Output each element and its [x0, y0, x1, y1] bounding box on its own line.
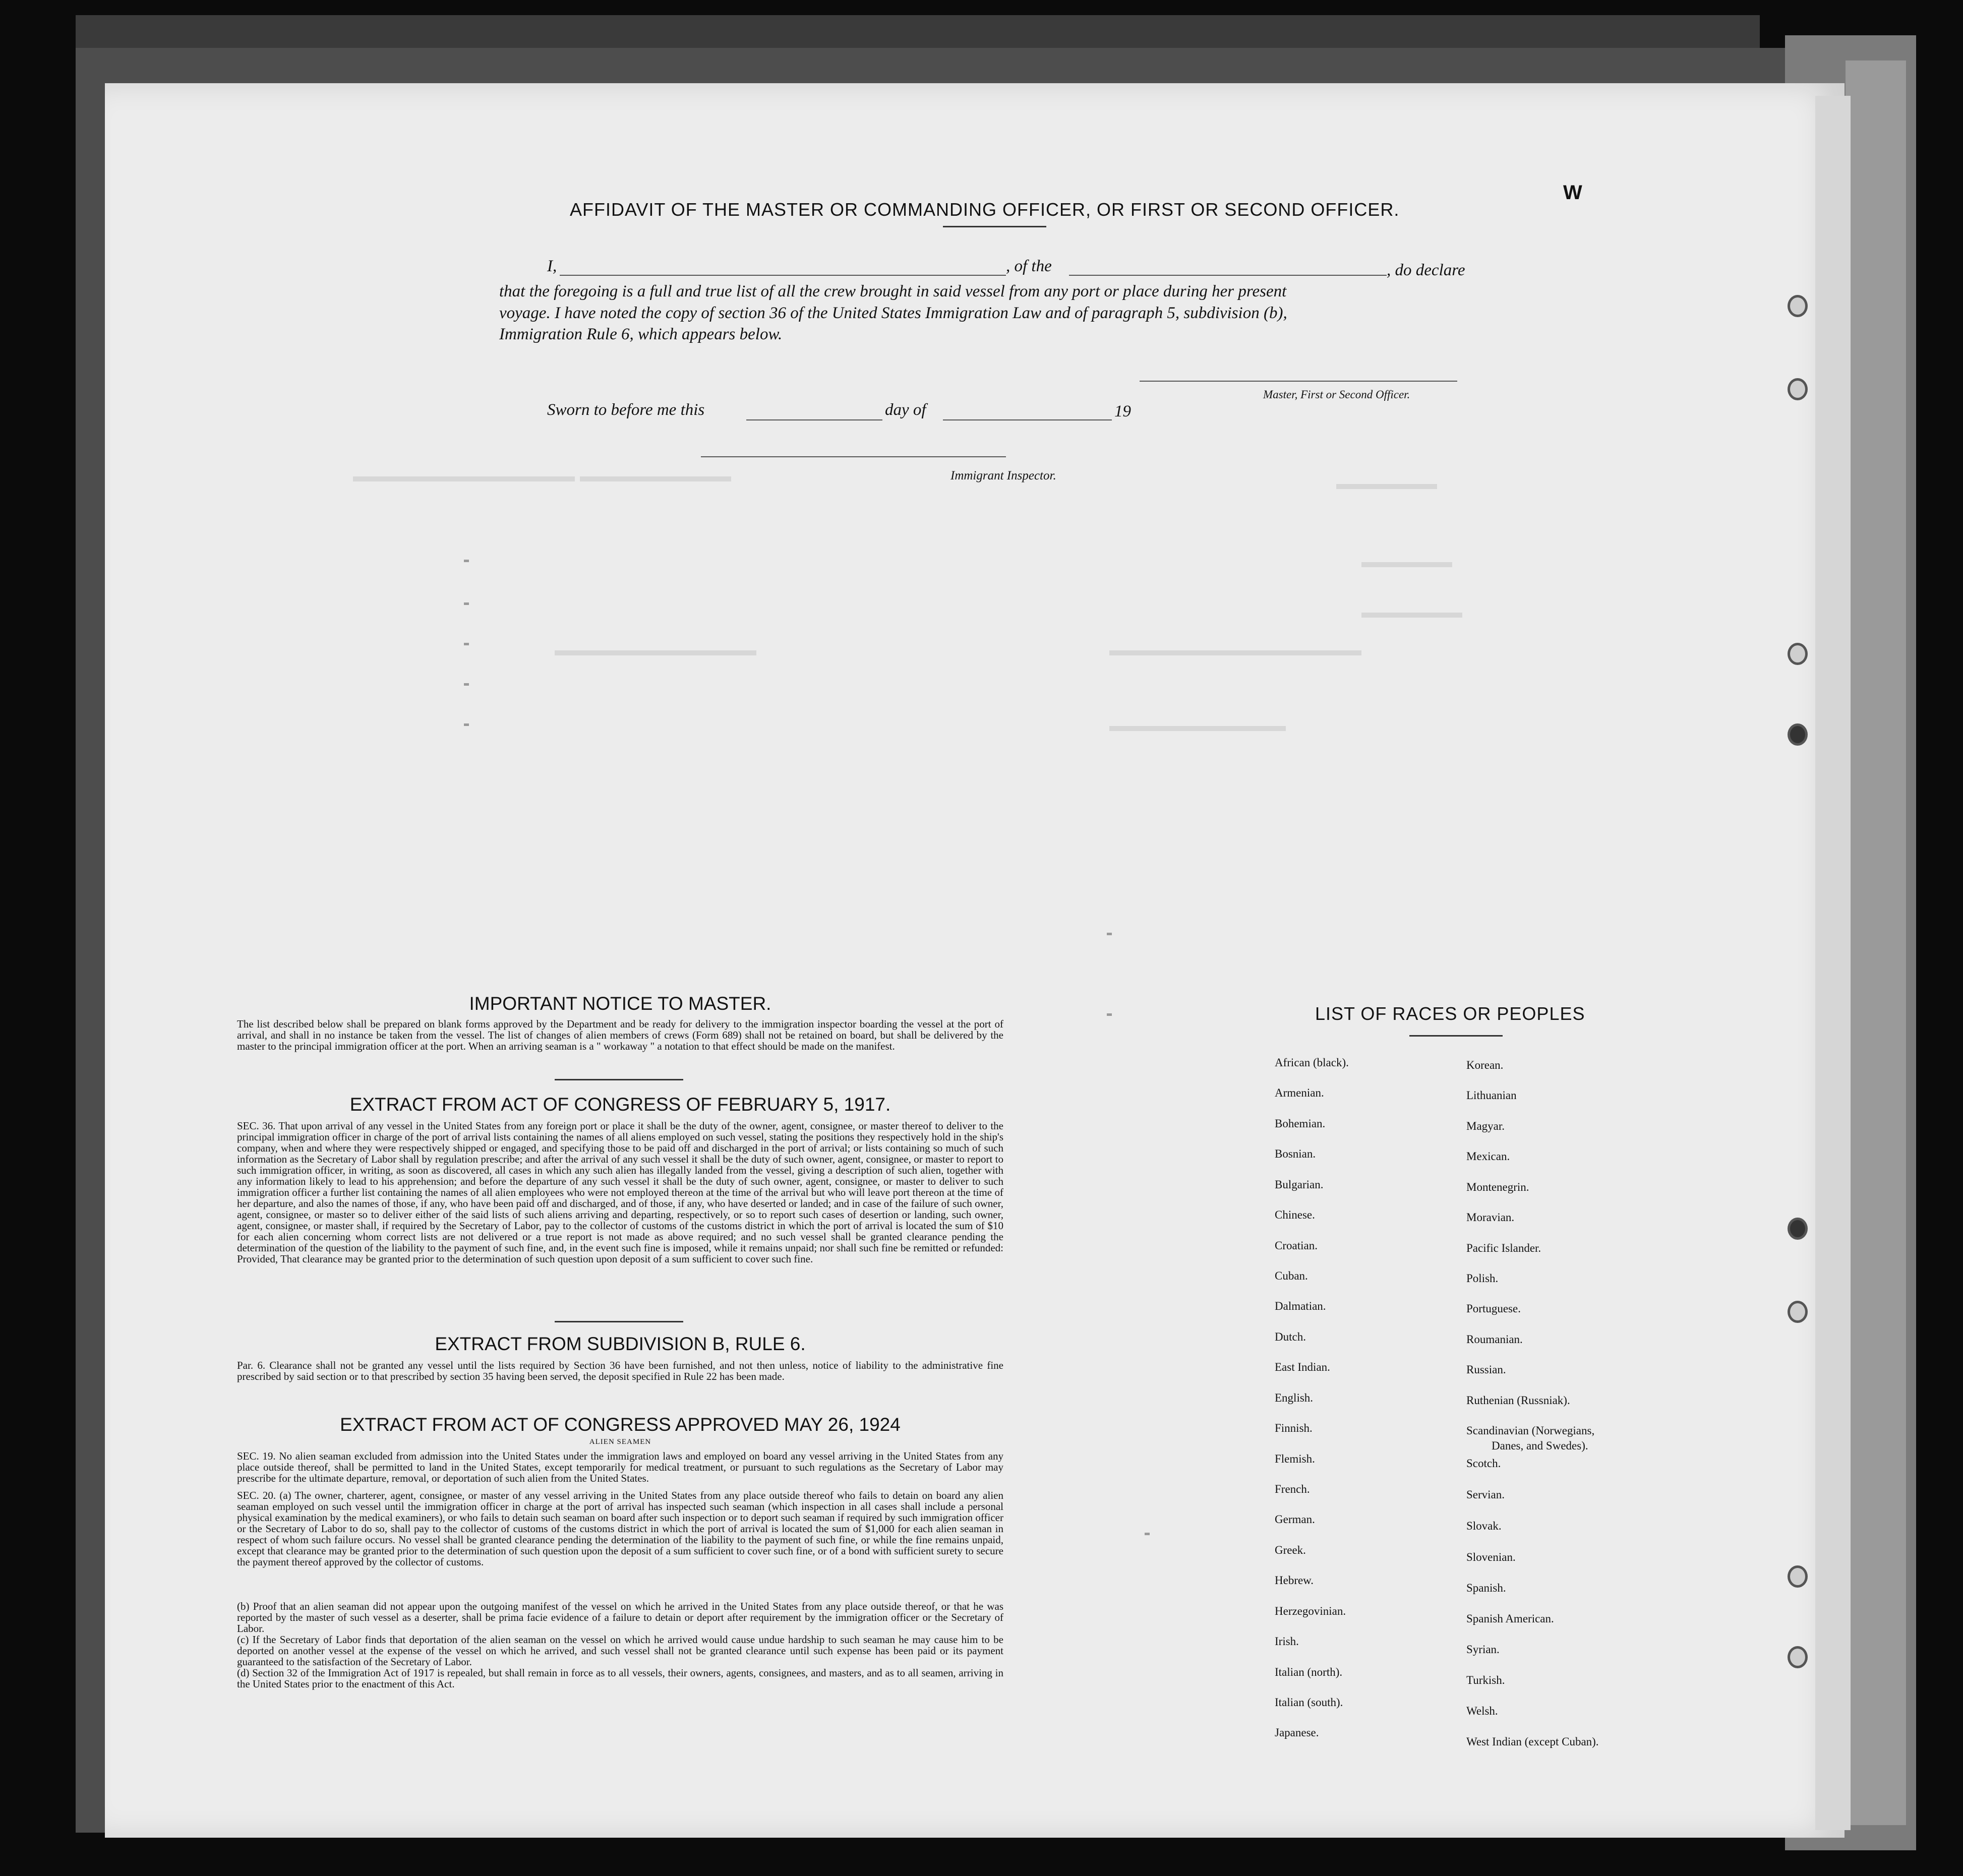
race-item: Italian (north). — [1275, 1666, 1343, 1678]
race-item: German. — [1275, 1513, 1315, 1526]
race-item: Hebrew. — [1275, 1574, 1314, 1587]
race-item: Montenegrin. — [1466, 1181, 1529, 1193]
race-item: Ruthenian (Russniak). — [1466, 1394, 1570, 1407]
race-item: Dalmatian. — [1275, 1300, 1326, 1312]
section-divider — [555, 1321, 683, 1322]
page-right-edge — [1815, 96, 1851, 1830]
inspector-label: Immigrant Inspector. — [950, 469, 1056, 482]
bleed-through-mark — [1145, 1533, 1150, 1535]
affidavit-title: AFFIDAVIT OF THE MASTER OR COMMANDING OFFICER, OR FIRST OR SECOND OFFICER. — [570, 199, 1400, 220]
of-the-label: , of the — [1006, 257, 1052, 275]
race-item: Polish. — [1466, 1272, 1499, 1285]
extract-1924-title: EXTRACT FROM ACT OF CONGRESS APPROVED MAY 26, 1924 — [340, 1414, 901, 1435]
race-item: Servian. — [1466, 1488, 1505, 1501]
declarant-name-field[interactable] — [560, 275, 1006, 276]
affidavit-line-4: Immigration Rule 6, which appears below. — [499, 325, 783, 343]
extract-1924-sec20c: (c) If the Secretary of Labor finds that deportation of the alien seaman on the vessel on which he arrived would cause undue hardship to such seaman he may cause him to be deported on another vessel at the expense of the vessel on which he arrived, and such vessel shall not be granted clearance until such expense has been paid or its payment guaranteed to the satisfaction of the Secretary of Labor. — [237, 1633, 1003, 1668]
race-item: East Indian. — [1275, 1361, 1330, 1373]
sworn-month-field[interactable] — [943, 419, 1112, 420]
bleed-through-mark — [1107, 933, 1112, 935]
bleed-through-mark — [555, 650, 756, 655]
race-item: Roumanian. — [1466, 1333, 1523, 1346]
year-prefix: 19 — [1114, 402, 1131, 420]
races-divider — [1409, 1035, 1503, 1037]
race-item: Welsh. — [1466, 1705, 1498, 1717]
bleed-through-mark — [1361, 613, 1462, 618]
extract-1924-sec19: SEC. 19. No alien seaman excluded from admission into the United States under the immigration laws and employed on board any vessel arriving in the United States from any place outside thereof, shall be permitted to land in the United States, except temporarily for medical treatment, or pursuant to such regulations as the Secretary of Labor may prescribe for the ultimate departure, removal, or deportation of such alien from the United States. — [237, 1450, 1003, 1484]
race-item: Korean. — [1466, 1059, 1504, 1071]
bleed-through-mark — [1107, 1013, 1112, 1016]
race-item: Scandinavian (Norwegians, — [1466, 1424, 1595, 1437]
race-item: Finnish. — [1275, 1422, 1313, 1434]
bleed-through-mark — [580, 476, 731, 481]
title-divider — [943, 226, 1046, 227]
underlying-sheet-edge-light — [1846, 60, 1906, 1825]
bleed-through-mark — [464, 683, 469, 686]
bleed-through-mark — [1109, 726, 1286, 731]
bleed-through-mark — [1336, 484, 1437, 489]
race-item: African (black). — [1275, 1056, 1349, 1069]
bleed-through-mark — [1361, 562, 1452, 567]
race-item: Irish. — [1275, 1635, 1299, 1648]
binder-hole — [1788, 643, 1808, 665]
race-item: Scotch. — [1466, 1457, 1501, 1470]
race-item: English. — [1275, 1391, 1314, 1404]
binder-hole — [1788, 378, 1808, 400]
race-item: Armenian. — [1275, 1086, 1324, 1099]
bleed-through-mark — [353, 476, 575, 481]
extract-1924-sec20b: (b) Proof that an alien seaman did not appear upon the outgoing manifest of the vessel on which he arrived in the United States from any place outside thereof, or that he was reported by the master of such vessel as a deserter, shall be prima facie evidence of a failure to detain or deport after requirement by the immigration officer or the Secretary of Labor. — [237, 1600, 1003, 1635]
race-item: Moravian. — [1466, 1211, 1515, 1224]
declarant-label: I, — [547, 257, 557, 275]
race-item: Syrian. — [1466, 1643, 1500, 1656]
binder-hole — [1788, 723, 1808, 746]
extract-rule6-body: Par. 6. Clearance shall not be granted any vessel until the lists required by Section 36 have been furnished, and not then unless, notice of liability to the administrative fine prescribed by said section or to that prescribed by section 35 having been served, the deposit specified in Rule 22 has been made. — [237, 1359, 1003, 1382]
extract-1917-body: SEC. 36. That upon arrival of any vessel in the United States from any foreign port or place it shall be the duty of the owner, agent, consignee, or master thereof to deliver to the principal immigration officer in charge of the port of arrival lists containing the names of all aliens employed on such vessel, stating the positions they respectively hold in the ship's company, when and where they were respectively shipped or engaged, and specifying those to be paid off and discharged in the port of arrival; or lists containing so much of such information as the Secretary of Labor shall by regulation prescribe; and after the arrival of any such vessel it shall be the duty of such owner, agent, consignee, or master to report to such immigration officer, in writing, as soon as discovered, all cases in which any such alien has illegally landed from the vessel, giving a description of such alien, together with any information likely to lead to his apprehension; and before the departure of any such vessel it shall be the duty of such owner, agent, consignee, or master to deliver to such immigration officer a further list containing the names of all alien employees who were not employed thereon at the time of the arrival but who will leave port thereon at the time of her departure, and also the names of those, if any, who have been paid off and discharged, and of those, if any, who have deserted or landed; and in case of the failure of such owner, agent, consignee, or master so to deliver either of the said lists of such aliens arriving and departing, respectively, or so to report such cases of desertion or landing, such owner, agent, consignee, or master shall, if required by the Secretary of Labor, pay to the collector of customs of the customs district in which the port of arrival is located the sum of $10 for each alien concerning whom correct lists are not delivered or a true report is not made as above required; and no such vessel shall be granted clearance pending the determination of the question of the liability to the payment of such fine, and, in the event such fine is imposed, while it remains unpaid; nor shall such fine be remitted or refunded: Provided, That clearance may be granted prior to the determination of such question upon deposit of a sum sufficient to cover such fine. — [237, 1120, 1003, 1265]
inspector-signature-field[interactable] — [701, 456, 1006, 457]
vessel-name-field[interactable] — [1069, 275, 1387, 276]
extract-1917-title: EXTRACT FROM ACT OF CONGRESS OF FEBRUARY 5, 1917. — [349, 1094, 891, 1115]
notice-title: IMPORTANT NOTICE TO MASTER. — [469, 993, 771, 1014]
race-item: Japanese. — [1275, 1726, 1319, 1739]
race-item: Chinese. — [1275, 1208, 1315, 1221]
race-item: Dutch. — [1275, 1330, 1306, 1343]
race-item: Slovak. — [1466, 1520, 1502, 1532]
race-item: Greek. — [1275, 1544, 1306, 1556]
bleed-through-mark — [464, 602, 469, 605]
race-item: Cuban. — [1275, 1269, 1308, 1282]
extract-rule6-title: EXTRACT FROM SUBDIVISION B, RULE 6. — [435, 1334, 806, 1354]
extract-1924-sec20d: (d) Section 32 of the Immigration Act of 1917 is repealed, but shall remain in force as to all vessels, their owners, agents, consignees, and masters, and as to all seamen, arriving in the United States prior to the enactment of this Act. — [237, 1667, 1003, 1690]
binder-hole — [1788, 1301, 1808, 1323]
races-title: LIST OF RACES OR PEOPLES — [1315, 1003, 1585, 1024]
race-item: Spanish. — [1466, 1582, 1506, 1594]
affidavit-line-3: voyage. I have noted the copy of section 36 of the United States Immigration Law and of paragraph 5, subdivision (b), — [499, 304, 1287, 322]
day-of-label: day of — [885, 401, 926, 419]
extract-1924-subtitle: ALIEN SEAMEN — [589, 1438, 651, 1446]
section-divider — [555, 1079, 683, 1080]
signature-label: Master, First or Second Officer. — [1263, 388, 1410, 401]
race-item: Turkish. — [1466, 1674, 1505, 1686]
bleed-through-mark — [1109, 650, 1361, 655]
race-item: West Indian (except Cuban). — [1466, 1735, 1599, 1748]
binder-hole — [1788, 1218, 1808, 1240]
sworn-label: Sworn to before me this — [547, 401, 705, 419]
race-item: Mexican. — [1466, 1150, 1510, 1163]
race-item: Bosnian. — [1275, 1147, 1316, 1160]
race-item: Portuguese. — [1466, 1302, 1521, 1315]
binder-hole — [1788, 295, 1808, 317]
extract-1924-sec20a: SEC. 20. (a) The owner, charterer, agent, consignee, or master of any vessel arriving in the United States from any place outside thereof who fails to detain on board any alien seaman employed on such vessel until the immigration officer in charge at the port of arrival has inspected such seaman (which inspection in all cases shall include a personal physical examination by the medical examiners), or who fails to detain such seaman on board after such inspection or to deport such seaman if required by such immigration officer or the Secretary of Labor to do so, shall pay to the collector of customs of the customs district in which the port of arrival is located the sum of $1,000 for each alien seaman in respect of whom such failure occurs. No vessel shall be granted clearance pending the determination of the liability to the payment of such fine, or while the fine remains unpaid, except that clearance may be granted prior to the determination of such question upon the deposit of a sum sufficient to cover such fine, or of a bond with sufficient surety to secure the payment thereof approved by the collector of customs. — [237, 1489, 1003, 1568]
race-item: Bohemian. — [1275, 1117, 1326, 1130]
race-item: Herzegovinian. — [1275, 1605, 1346, 1617]
bleed-through-mark — [464, 723, 469, 726]
race-item: Slovenian. — [1466, 1551, 1516, 1563]
corner-mark: W — [1563, 181, 1582, 204]
officer-signature-field[interactable] — [1140, 381, 1457, 382]
bleed-through-mark — [464, 560, 469, 562]
race-item: French. — [1275, 1483, 1310, 1495]
sworn-day-field[interactable] — [746, 419, 882, 420]
race-item: Pacific Islander. — [1466, 1242, 1541, 1254]
race-item: Lithuanian — [1466, 1089, 1517, 1102]
race-item: Magyar. — [1466, 1120, 1505, 1132]
race-item: Bulgarian. — [1275, 1178, 1324, 1191]
document-page — [105, 83, 1845, 1838]
race-item: Croatian. — [1275, 1239, 1318, 1252]
race-item: Russian. — [1466, 1363, 1506, 1376]
binder-hole — [1788, 1565, 1808, 1588]
notice-body: The list described below shall be prepared on blank forms approved by the Department and be ready for delivery to the immigration inspector boarding the vessel at the port of arrival, and shall in no instance be taken from the vessel. The list of changes of alien members of crews (Form 689) shall not be retained on board, but shall be delivered by the master to the principal immigration officer at the port. When an arriving seaman is a " workaway " a notation to that effect should be made on the manifest. — [237, 1018, 1003, 1052]
race-item-continuation: Danes, and Swedes). — [1492, 1439, 1588, 1452]
binder-hole — [1788, 1646, 1808, 1668]
race-item: Flemish. — [1275, 1453, 1315, 1465]
affidavit-line-2: that the foregoing is a full and true list of all the crew brought in said vessel from any port or place during her present — [499, 282, 1287, 300]
bleed-through-mark — [464, 643, 469, 645]
race-item: Spanish American. — [1466, 1612, 1554, 1625]
race-item: Italian (south). — [1275, 1696, 1343, 1709]
do-declare-label: , do declare — [1387, 261, 1465, 279]
